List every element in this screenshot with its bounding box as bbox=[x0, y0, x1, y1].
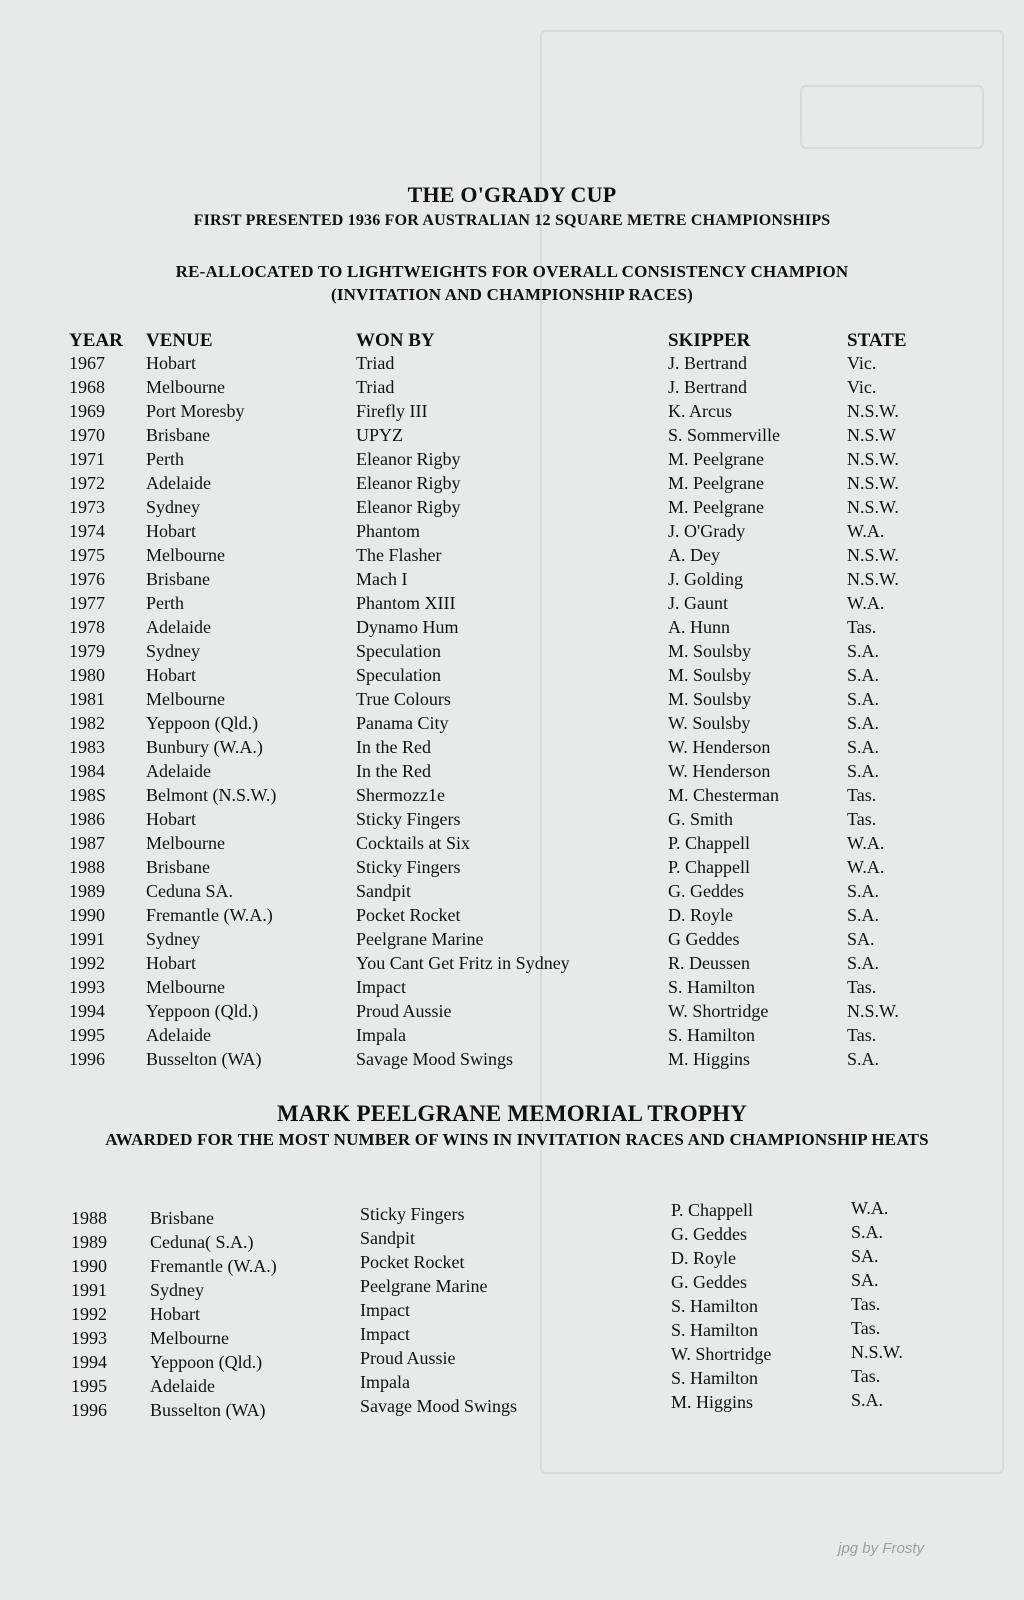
cell-year: 1991 bbox=[71, 1280, 107, 1300]
cell-won-by: Shermozz1e bbox=[356, 785, 445, 805]
cell-year: 1992 bbox=[69, 953, 105, 973]
cell-won-by: Cocktails at Six bbox=[356, 833, 470, 853]
cell-won-by: Mach I bbox=[356, 569, 408, 589]
cell-state: S.A. bbox=[851, 1390, 884, 1410]
cell-year: 1995 bbox=[71, 1376, 107, 1396]
table-row bbox=[0, 377, 1024, 401]
cell-year: 1982 bbox=[69, 713, 105, 733]
cell-venue: Melbourne bbox=[146, 545, 225, 565]
cell-won-by: The Flasher bbox=[356, 545, 442, 565]
cell-state: Tas. bbox=[847, 617, 877, 637]
cell-state: W.A. bbox=[847, 833, 885, 853]
bleed-through-box bbox=[800, 85, 984, 149]
cell-skipper: G. Geddes bbox=[671, 1272, 747, 1292]
cell-won-by: Pocket Rocket bbox=[356, 905, 461, 925]
cell-year: 1977 bbox=[69, 593, 105, 613]
cell-won-by: Triad bbox=[356, 377, 395, 397]
cell-venue: Adelaide bbox=[146, 473, 211, 493]
cell-year: 1993 bbox=[69, 977, 105, 997]
cell-skipper: M. Chesterman bbox=[668, 785, 779, 805]
cell-state: S.A. bbox=[851, 1222, 884, 1242]
cell-state: SA. bbox=[847, 929, 875, 949]
cell-venue: Adelaide bbox=[150, 1376, 215, 1396]
cell-won-by: You Cant Get Fritz in Sydney bbox=[356, 953, 570, 973]
cell-year: 1984 bbox=[69, 761, 105, 781]
cell-won-by: Impact bbox=[360, 1300, 410, 1320]
cell-state: N.S.W. bbox=[847, 545, 899, 565]
cell-venue: Bunbury (W.A.) bbox=[146, 737, 263, 757]
cell-year: 1988 bbox=[69, 857, 105, 877]
cell-won-by: In the Red bbox=[356, 761, 431, 781]
table-row bbox=[0, 785, 1024, 809]
table-row bbox=[0, 545, 1024, 569]
cell-won-by: Sticky Fingers bbox=[356, 809, 461, 829]
cell-state: S.A. bbox=[847, 665, 880, 685]
cell-venue: Sydney bbox=[146, 641, 200, 661]
peelgrane-trophy-title: MARK PEELGRANE MEMORIAL TROPHY bbox=[276, 1101, 748, 1126]
cell-state: Vic. bbox=[847, 353, 877, 373]
cell-won-by: Sandpit bbox=[356, 881, 412, 901]
cell-state: Tas. bbox=[847, 1025, 877, 1045]
cell-year: 1996 bbox=[69, 1049, 105, 1069]
table-row bbox=[0, 833, 1024, 857]
cell-venue: Adelaide bbox=[146, 1025, 211, 1045]
cell-skipper: G. Geddes bbox=[668, 881, 744, 901]
cell-skipper: M. Higgins bbox=[671, 1392, 754, 1412]
cell-skipper: D. Royle bbox=[668, 905, 733, 925]
table-row bbox=[0, 593, 1024, 617]
cell-won-by: Firefly III bbox=[356, 401, 428, 421]
cell-skipper: J. O'Grady bbox=[668, 521, 746, 541]
cell-venue: Ceduna SA. bbox=[146, 881, 233, 901]
cell-won-by: Speculation bbox=[356, 665, 441, 685]
cell-year: 1987 bbox=[69, 833, 105, 853]
cell-year: 1968 bbox=[69, 377, 105, 397]
cell-won-by: Panama City bbox=[356, 713, 449, 733]
cell-skipper: R. Deussen bbox=[668, 953, 750, 973]
cell-state: W.A. bbox=[851, 1198, 889, 1218]
cell-skipper: M. Higgins bbox=[668, 1049, 751, 1069]
cell-state: N.S.W. bbox=[847, 473, 899, 493]
table-row bbox=[0, 689, 1024, 713]
table-row bbox=[0, 881, 1024, 905]
cell-state: W.A. bbox=[847, 593, 885, 613]
cell-year: 1994 bbox=[71, 1352, 107, 1372]
cell-won-by: Proud Aussie bbox=[360, 1348, 456, 1368]
cell-year: 1990 bbox=[69, 905, 105, 925]
table-row bbox=[0, 569, 1024, 593]
cell-venue: Melbourne bbox=[146, 833, 225, 853]
cell-venue: Melbourne bbox=[146, 689, 225, 709]
table-row bbox=[0, 1025, 1024, 1049]
cell-won-by: Eleanor Rigby bbox=[356, 497, 461, 517]
cell-state: N.S.W. bbox=[847, 497, 899, 517]
table-row bbox=[0, 473, 1024, 497]
cell-venue: Hobart bbox=[146, 809, 196, 829]
table-row bbox=[0, 857, 1024, 881]
cell-won-by: Impala bbox=[360, 1372, 410, 1392]
cell-skipper: W. Shortridge bbox=[671, 1344, 772, 1364]
table-row bbox=[0, 1390, 1024, 1424]
table-row bbox=[0, 641, 1024, 665]
cell-skipper: J. Bertrand bbox=[668, 353, 747, 373]
cell-skipper: S. Hamilton bbox=[671, 1368, 759, 1388]
cell-won-by: Dynamo Hum bbox=[356, 617, 459, 637]
cell-venue: Sydney bbox=[150, 1280, 204, 1300]
cell-won-by: Impact bbox=[360, 1324, 410, 1344]
cell-skipper: D. Royle bbox=[671, 1248, 736, 1268]
cell-state: N.S.W bbox=[847, 425, 896, 445]
cell-state: Tas. bbox=[851, 1294, 881, 1314]
cell-venue: Fremantle (W.A.) bbox=[146, 905, 273, 925]
cell-year: 1976 bbox=[69, 569, 105, 589]
table-row bbox=[0, 929, 1024, 953]
cell-venue: Busselton (WA) bbox=[150, 1400, 266, 1420]
cell-skipper: K. Arcus bbox=[668, 401, 732, 421]
cell-year: 1967 bbox=[69, 353, 105, 373]
cell-year: 1980 bbox=[69, 665, 105, 685]
header-year: YEAR bbox=[69, 330, 123, 351]
cell-state: S.A. bbox=[847, 881, 880, 901]
cell-state: S.A. bbox=[847, 905, 880, 925]
cell-state: N.S.W. bbox=[851, 1342, 903, 1362]
cell-state: SA. bbox=[851, 1246, 879, 1266]
cell-skipper: S. Hamilton bbox=[668, 977, 756, 997]
table-row bbox=[0, 449, 1024, 473]
cell-skipper: S. Sommerville bbox=[668, 425, 780, 445]
cell-venue: Sydney bbox=[146, 497, 200, 517]
cell-venue: Busselton (WA) bbox=[146, 1049, 262, 1069]
header-won-by: WON BY bbox=[356, 330, 435, 351]
cell-venue: Belmont (N.S.W.) bbox=[146, 785, 277, 805]
cell-won-by: Eleanor Rigby bbox=[356, 449, 461, 469]
cell-skipper: S. Hamilton bbox=[671, 1296, 759, 1316]
cell-year: 1981 bbox=[69, 689, 105, 709]
cell-won-by: Peelgrane Marine bbox=[356, 929, 484, 949]
table-row bbox=[0, 425, 1024, 449]
cell-state: Tas. bbox=[851, 1366, 881, 1386]
cell-won-by: Phantom XIII bbox=[356, 593, 456, 613]
cell-venue: Port Moresby bbox=[146, 401, 245, 421]
table-row bbox=[0, 713, 1024, 737]
cell-year: 1989 bbox=[71, 1232, 107, 1252]
cell-won-by: Proud Aussie bbox=[356, 1001, 452, 1021]
cell-state: S.A. bbox=[847, 761, 880, 781]
cell-state: S.A. bbox=[847, 713, 880, 733]
cell-won-by: In the Red bbox=[356, 737, 431, 757]
table-row bbox=[0, 905, 1024, 929]
table-row bbox=[0, 401, 1024, 425]
cell-year: 1969 bbox=[69, 401, 105, 421]
cell-year: 1971 bbox=[69, 449, 105, 469]
cell-won-by: Impala bbox=[356, 1025, 406, 1045]
cell-venue: Fremantle (W.A.) bbox=[150, 1256, 277, 1276]
cell-skipper: S. Hamilton bbox=[668, 1025, 756, 1045]
reallocation-line-1: RE-ALLOCATED TO LIGHTWEIGHTS FOR OVERALL CONSISTENCY CHAMPION bbox=[175, 262, 849, 281]
cell-won-by: Peelgrane Marine bbox=[360, 1276, 488, 1296]
cell-state: W.A. bbox=[847, 521, 885, 541]
cell-state: N.S.W. bbox=[847, 1001, 899, 1021]
cell-year: 1995 bbox=[69, 1025, 105, 1045]
cell-venue: Brisbane bbox=[150, 1208, 214, 1228]
cell-skipper: M. Peelgrane bbox=[668, 449, 764, 469]
cell-venue: Sydney bbox=[146, 929, 200, 949]
cell-skipper: G. Geddes bbox=[671, 1224, 747, 1244]
cell-skipper: G. Smith bbox=[668, 809, 734, 829]
cell-skipper: M. Soulsby bbox=[668, 689, 752, 709]
table-row bbox=[0, 497, 1024, 521]
cell-won-by: Savage Mood Swings bbox=[360, 1396, 517, 1416]
cell-venue: Ceduna( S.A.) bbox=[150, 1232, 254, 1252]
cell-venue: Yeppoon (Qld.) bbox=[146, 713, 259, 733]
cell-skipper: P. Chappell bbox=[668, 833, 751, 853]
cell-venue: Brisbane bbox=[146, 425, 210, 445]
cell-venue: Brisbane bbox=[146, 569, 210, 589]
cell-year: 1978 bbox=[69, 617, 105, 637]
cell-skipper: G Geddes bbox=[668, 929, 740, 949]
cell-skipper: M. Peelgrane bbox=[668, 497, 764, 517]
cell-year: 1989 bbox=[69, 881, 105, 901]
cell-state: N.S.W. bbox=[847, 569, 899, 589]
cell-skipper: W. Shortridge bbox=[668, 1001, 769, 1021]
cell-year: 1983 bbox=[69, 737, 105, 757]
cell-venue: Perth bbox=[146, 593, 184, 613]
cell-year: 1996 bbox=[71, 1400, 107, 1420]
peelgrane-trophy-subtitle: AWARDED FOR THE MOST NUMBER OF WINS IN INVITATION RACES AND CHAMPIONSHIP HEATS bbox=[105, 1130, 929, 1149]
cell-year: 1970 bbox=[69, 425, 105, 445]
ogrady-cup-title: THE O'GRADY CUP bbox=[407, 182, 617, 207]
header-venue: VENUE bbox=[146, 330, 213, 351]
cell-state: Tas. bbox=[847, 977, 877, 997]
cell-year: 1991 bbox=[69, 929, 105, 949]
cell-skipper: J. Gaunt bbox=[668, 593, 728, 613]
cell-skipper: M. Soulsby bbox=[668, 641, 752, 661]
cell-won-by: Sticky Fingers bbox=[360, 1204, 465, 1224]
cell-won-by: Sticky Fingers bbox=[356, 857, 461, 877]
table-row bbox=[0, 761, 1024, 785]
cell-year: 1994 bbox=[69, 1001, 105, 1021]
cell-skipper: W. Henderson bbox=[668, 761, 771, 781]
cell-year: 198S bbox=[69, 785, 107, 805]
cell-state: Tas. bbox=[847, 809, 877, 829]
header-skipper: SKIPPER bbox=[668, 330, 751, 351]
cell-state: N.S.W. bbox=[847, 401, 899, 421]
cell-venue: Melbourne bbox=[150, 1328, 229, 1348]
cell-state: S.A. bbox=[847, 737, 880, 757]
cell-venue: Hobart bbox=[146, 353, 196, 373]
cell-won-by: Pocket Rocket bbox=[360, 1252, 465, 1272]
cell-venue: Brisbane bbox=[146, 857, 210, 877]
cell-venue: Yeppoon (Qld.) bbox=[150, 1352, 263, 1372]
cell-skipper: S. Hamilton bbox=[671, 1320, 759, 1340]
table-row bbox=[0, 353, 1024, 377]
cell-year: 1992 bbox=[71, 1304, 107, 1324]
table-row bbox=[0, 617, 1024, 641]
table-row bbox=[0, 521, 1024, 545]
cell-state: Vic. bbox=[847, 377, 877, 397]
cell-venue: Hobart bbox=[146, 665, 196, 685]
cell-year: 1972 bbox=[69, 473, 105, 493]
cell-won-by: Sandpit bbox=[360, 1228, 416, 1248]
cell-skipper: P. Chappell bbox=[671, 1200, 754, 1220]
ogrady-cup-subtitle: FIRST PRESENTED 1936 FOR AUSTRALIAN 12 SQUARE METRE CHAMPIONSHIPS bbox=[193, 212, 831, 229]
cell-skipper: A. Hunn bbox=[668, 617, 730, 637]
cell-skipper: J. Golding bbox=[668, 569, 744, 589]
table-row bbox=[0, 809, 1024, 833]
cell-won-by: Eleanor Rigby bbox=[356, 473, 461, 493]
cell-won-by: Triad bbox=[356, 353, 395, 373]
cell-won-by: True Colours bbox=[356, 689, 451, 709]
cell-year: 1973 bbox=[69, 497, 105, 517]
cell-state: S.A. bbox=[847, 641, 880, 661]
table-row bbox=[0, 737, 1024, 761]
reallocation-line-2: (INVITATION AND CHAMPIONSHIP RACES) bbox=[331, 285, 693, 304]
cell-year: 1988 bbox=[71, 1208, 107, 1228]
cell-venue: Perth bbox=[146, 449, 184, 469]
cell-won-by: Savage Mood Swings bbox=[356, 1049, 513, 1069]
cell-state: S.A. bbox=[847, 689, 880, 709]
cell-state: W.A. bbox=[847, 857, 885, 877]
cell-venue: Hobart bbox=[146, 521, 196, 541]
cell-skipper: M. Peelgrane bbox=[668, 473, 764, 493]
cell-won-by: UPYZ bbox=[356, 425, 404, 445]
cell-year: 1993 bbox=[71, 1328, 107, 1348]
cell-won-by: Impact bbox=[356, 977, 406, 997]
cell-state: S.A. bbox=[847, 1049, 880, 1069]
table-row bbox=[0, 665, 1024, 689]
table-row bbox=[0, 1001, 1024, 1025]
cell-skipper: J. Bertrand bbox=[668, 377, 747, 397]
cell-venue: Melbourne bbox=[146, 977, 225, 997]
ogrady-cup-reallocation-note bbox=[0, 260, 1024, 306]
scan-credit: jpg by Frosty bbox=[838, 1540, 924, 1557]
table-row bbox=[0, 953, 1024, 977]
cell-state: N.S.W. bbox=[847, 449, 899, 469]
cell-venue: Adelaide bbox=[146, 761, 211, 781]
cell-year: 1979 bbox=[69, 641, 105, 661]
cell-year: 1990 bbox=[71, 1256, 107, 1276]
cell-venue: Adelaide bbox=[146, 617, 211, 637]
cell-year: 1975 bbox=[69, 545, 105, 565]
cell-skipper: M. Soulsby bbox=[668, 665, 752, 685]
header-state: STATE bbox=[847, 330, 907, 351]
cell-venue: Hobart bbox=[150, 1304, 200, 1324]
cell-venue: Yeppoon (Qld.) bbox=[146, 1001, 259, 1021]
cell-skipper: P. Chappell bbox=[668, 857, 751, 877]
cell-state: S.A. bbox=[847, 953, 880, 973]
cell-won-by: Phantom bbox=[356, 521, 421, 541]
cell-year: 1986 bbox=[69, 809, 105, 829]
cell-won-by: Speculation bbox=[356, 641, 441, 661]
cell-venue: Melbourne bbox=[146, 377, 225, 397]
table-row bbox=[0, 1049, 1024, 1073]
cell-state: Tas. bbox=[851, 1318, 881, 1338]
cell-venue: Hobart bbox=[146, 953, 196, 973]
cell-skipper: A. Dey bbox=[668, 545, 720, 565]
table-row bbox=[0, 977, 1024, 1001]
cell-year: 1974 bbox=[69, 521, 105, 541]
cell-state: Tas. bbox=[847, 785, 877, 805]
cell-skipper: W. Henderson bbox=[668, 737, 771, 757]
cell-skipper: W. Soulsby bbox=[668, 713, 751, 733]
cell-state: SA. bbox=[851, 1270, 879, 1290]
